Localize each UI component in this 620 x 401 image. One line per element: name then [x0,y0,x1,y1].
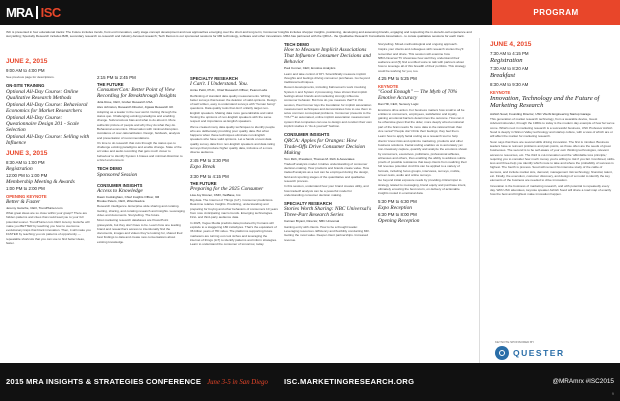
session-title: Membership Meeting & Awards [6,178,75,185]
speaker-name: Dawn Cockingham, Chief Insights Officer, 3M [97,194,160,199]
speaker-name: Brooke Peters, CEO, 2Rev/Gavica [97,199,145,204]
session-title: Access to Knowledge [97,187,143,194]
session-description: Emotions drive action. For business matters how small to all be entities to consumers, employees, satisfaction and loyalty, gaining emotional barriers determines the outcome. How can it be otherwise given that the older, more deeply wired emotional part of the brain reacts 5x more data to the rational brain than vice versa? People don't think their feelings; they feel them. [378,107,465,134]
session-title: Opening Reception [378,217,420,224]
quester-icon [495,346,509,360]
session-description: Adopting as a leader in the new world. Cutting through the status quo. Challenging existing paradigms and enabling change. Subconscious bias and what to do about it. More authentic picture of people and why they do what they do. Behavioral economics. Observation with minimal disruption. Avoidance of over-rationalization. Design, fieldwork, analysis and presentation of recommendations. [97,109,181,140]
column-june-4 [490,41,615,196]
session-description: Learn and take control of DIY. Scientifically measure implicit thoughts and feelings driving consumer purchases. Go beyond traditional techniques. [284,71,370,85]
session-title: I Can't. I Understand. You. [190,81,249,88]
speaker-name: Tom Rich, President, Thomas M. Rich & Associates [284,156,355,161]
session-title: Sponsored Session [97,171,138,178]
session-description: It's time to do research that cuts through the status quo to challenge existing paradigms and enable change. State of the art video and audio recording that gets much closer to behaviour to identify System 1 biases and minimal distortion to a brief environment. [97,140,183,163]
session-description: Go beyond initial exposure reads by providing critical input to strategy related to messaging, brand equity and purchase intent, ultimately ensuring the best return, on delivery of actionable insights rooted in emotional data. [378,178,467,196]
session-description: Most marketing research databases are PowerPoint graveyards, but they don't have to be. Learn how one leading brand and researchers access to intentionally find the documents, images and videos they're looking for, shared their best findings to data and create new conversations about existing knowledge. [97,218,183,244]
track-heading: THE FUTURE [190,180,217,186]
track-heading: OPENING KEYNOTE [6,193,47,199]
session-description: Recent developments, including Kahneman's work involving System 1 and System 2 processing, have shown that implicit feelings about brands and marketing strongly influence consumer behavior. But how do you measure that? In this session, Paul Conner lays the foundation for implicit association measurement techniques and demonstrates how to use them to solve common conceptual problems. Consumer presents to the YOU™ an automated, online implicit association measurement system that companies can use to design and conduct their own implicit studies in "do-it-yourself" fashion. [284,85,372,129]
session-time: 1:00 PM to 2:00 PM [6,185,45,191]
session-title: Optional All-Day Course: Behavioral Economics for Market Researchers [6,101,88,114]
track-heading: CONSUMER INSIGHTS [284,132,330,138]
column-5 [378,41,468,225]
session-title: Optional All-Day Course: Selling with Influence [6,133,90,146]
social-handles: @MRAmrx #ISC2015 [552,378,614,385]
column-divider [479,38,480,363]
track-heading: SPECIALTY RESEARCH [284,201,332,207]
session-time: 8:30 AM to 9:30 AM [490,81,529,87]
speaker-name: Paul Conner, CEO, Emotive Analytics [284,66,336,71]
track-heading: TECH DEMO [284,42,310,47]
session-time: 2:45 PM to 3:30 PM [190,157,229,163]
track-heading: ON-SITE TRAINING [6,83,45,89]
footer-bar [0,363,620,401]
session-time: 5:30 PM to 6:30 PM [378,198,417,204]
intro-paragraph: ISC is presented in four educational tracks: The Future includes trends, front end innovation, early stage concept development and new approaches emerging over the short and long term; Consumer Insights includes shopper insights, positioning, developing and assessing brands, engaging and respecting the in-store/in-cell experience and storytelling; Specialty Research includes B2B, secondary research co-research and industry-focused research; Tech Demos is our sponsored sessions for MR technology, software and other innovations. MRA has partnered with the QRCA - the Qualitative Research Consultants Association - to curate qualitative sessions for each track. [6,30,472,39]
track-heading: TECH DEMO [97,166,123,172]
session-description: Innovation is the business of marketing research, and with potential to repeatedly every day. With USC attendees, keynote speaker Ashish Sood will share a road map of exactly how the best and brightest make innovation happen. [490,183,612,197]
header-bar [0,0,620,25]
track-heading: KEYNOTE [378,84,399,90]
quester-name: QUESTER [513,348,565,358]
column-june-2-3 [6,58,92,245]
session-description: What great ideas are so close within your grasp? There are hidden patterns and clues that could lead you to your full potential sooner. TrendHunter.com CEO Jeremy Gutsche will make you BETTER by teaching you how to overcome evolutionary traps that block innovation. Then, it will make you FASTER by teaching you six patterns of opportunity — repeatable shortcuts that you can use to find better ideas, faster. [6,211,91,246]
track-heading: KEYNOTE [490,89,511,95]
session-time: 7:30 AM to 8:20 AM [490,66,529,72]
session-title: Optional All-Day Course: Online Qualitative Research Methods [6,88,79,101]
speaker-name: Ashish Sood, Founding Director, USC Viterbi Engineering Startup Garage [490,111,591,116]
session-time: 12:00 PM to 1:00 PM [6,172,48,178]
session-description: Inspire your clients and colleagues with research stories they'll remember and share. This session will examine how NBCUniversal TV showcase how well they understand their audience and (5) find a unified voice to talk with partners about how to leverage all of this breadth of their portfolio. This strategy could be working for you, too. [378,47,466,73]
session-time: 7:30 AM to 4:15 PM [490,51,529,56]
footer-conference [6,377,268,386]
conference-dates: June 3-5 in San Diego [207,379,268,386]
date-heading: JUNE 4, 2015 [490,41,532,48]
session-description: Big data. The Internet of Things (IoT). Consumer predictions. Real-time relative Insights. Predicting, understanding and preparing for buying and other behaviors of consumers 10 years from now. Anticipating macro trends. Emerging technologies. First- and third-party audience data. [190,198,278,220]
sponsor-label: KEYNOTE SPONSORED BY [495,340,535,344]
session-title: Registration [490,57,523,64]
session-title: QRCA: Apples for Oranges: How Trade-Offs Drive Consumer Decision Making [284,137,366,156]
session-time: 2:15 PM to 2:45 PM [97,75,136,80]
speaker-name: Dan Hill, CEO, Sensory Logic [378,102,419,107]
session-description: Research intelligence. Enterprise wide sharing and curating. Getting, sharing, and curating research and insights. Leveraging video and documents. Storytelling. The future. [97,204,185,217]
speaker-name: Carmen Bryant, Director, NBC Universal [284,219,340,224]
page-number: 9 [611,391,614,396]
session-time: 8:30 AM to 1:00 PM [6,159,45,165]
session-title: Expo Reception [378,204,412,211]
session-title: Stories Worth Sharing: NBC Universal's Three-Part Research Series [284,206,372,219]
conference-title: 2015 MRA INSIGHTS & STRATEGIES CONFERENCE [6,377,202,386]
session-description: Rethinking of standard data quality measurements. Writing better surveys that lessen the deletion of valid opinions. Design of well written, easy to understand surveys with "human being" questions. Data quality tools that don't unfairly target non-English speakers. Making data more generalizable and valid. Testing the opinions of non-English speakers with the same respect and importance as English speakers. [190,93,277,124]
logo-mra-text: MRA [6,5,33,20]
session-title: Innovation, Technology and the Future of Marketing Research [490,95,600,110]
speaker-name: Alex Johnston, Research Director, Jigsaw Research UK [97,104,174,109]
session-time: 6:30 PM to 8:00 PM [378,211,417,217]
logo-isc-text: ISC [40,5,61,20]
column-2 [97,75,185,244]
logo-divider [36,6,38,19]
session-title: Optional All-Day Course: Questionnaire Design 201 - Scale Selection [6,114,79,133]
session-description: In 2025, Vogue Media predicts data produced by humans will explode to a staggering 180 zettabytes. That's the equivalent of 36 billion years of HD video. The platforms supporting future marketers are turning out cool niches and leveraging the internet of things (IoT) to identify patterns and inform strategies. Learn to understand the consumer of tomorrow, today. [190,220,278,247]
session-title: "Good Enough" — The Myth of 70% Emotive Accuracy [378,89,458,102]
session-description: Soon says that there are several skills driving innovation. The first is mindset. Business leaders have to reinvent problems and pain points, as those often are the seeds of great businesses. The second is to be self-aware of your own thinking technologies, relevant access to resources, etc. The third is cut-innovation and the 'affordable loss principle,' requiring you to consider how much money you're willing to risk if you fail. Combined, skills-less and three-help you identify which route to take and where the probability of success is highest. The fourth is process. Sood will recount his intensive study of the cattle of success, and include market size, demand, management risk technology, financial, talent, etc. Finally, the execution, customer discovery, and design of a model to identify the key elements of the business are needed to drive innovation. [490,139,615,183]
session-title: Better & Faster [6,198,41,205]
speaker-name: Lisa Joy Rosner, CMO, NetBase, Inc. [190,192,242,197]
session-time: 9:00 AM to 4:00 PM [6,68,45,73]
date-heading: JUNE 3, 2015 [6,149,48,157]
speaker-name: Annie Pettit, Ph.D., Chief Research Officer, Peanut Labs [190,88,268,93]
session-description: We've created many data quality techniques to identify people who are deliberately providing poor quality data. But what happens when these techniques eliminate non-English speakers who have valid opinions. Let a hands on-test data quality survey data from non-English speakers and data rating surveys that produce higher quality data, inclusive of a more diverse audience. [190,124,275,155]
mra-isc-logo [6,4,61,21]
speaker-name: Jeremy Gutsche, CEO, TrendHunter.com [6,205,63,210]
track-heading: CONSUMER INSIGHTS [97,182,143,188]
program-tab: PROGRAM [492,0,620,25]
session-description: Storytelling. Mixed-methodological and ongoing approach. [378,42,458,46]
column-4 [284,41,372,242]
session-description: In this session, understand how your brand creates utility, and how tradeoff analysis can be a powerful model for understanding consumer decision making. [284,184,369,197]
session-description: This generation of market research technology, from a wearable device, Guest Advisor/cofounder, through the 1960s to today is the modern day example of how far we've come. What's next in marketing research is a successful business, USC Professor Ashish Sood is deeply in Silicon Valley technology and startup culture, with a view of which are or will affect the market for marketing research. [490,117,615,139]
session-title: Preparing for the 2025 Consumer [190,185,264,192]
session-time: 4:25 PM to 5:25 PM [378,76,417,82]
session-description: Learn how to apply facial coding as a research tool to help clients' know risks and optimize marketing, products and other business solutions. Facial coding enables us to accurately yet non-invasively capture, quantify and analyze the emotions shown by consumers, executives, politicians, professional athletes, witnesses and others, thus enabling the ability to address subtle proofs of possible resistance that keep clients from realizing their full revenue potential. And this can be applied to a variety of formats, including focus groups, interviews, surveys, mobile, screen tests, audio and online surveys. [378,134,468,178]
session-title: How to Measure Implicit Associations That Influence Consumer Decisions and Behavior [284,47,371,66]
date-heading: JUNE 2, 2015 [6,58,48,65]
session-time: 3:30 PM to 4:15 PM [190,173,229,179]
track-heading: THE FUTURE [97,82,124,87]
session-title: Expo Break [190,163,216,170]
session-description: Tradeoff analysis model. Intuitive understanding of consumer decision-making. How products and brands create value. How tradeoff analysis as a tool can be employed during the design, field and reporting stages of the quantitative and qualitative research process. [284,161,369,184]
session-title: Breakfast [490,72,516,80]
keynote-sponsor [495,340,613,360]
session-title: Registration [6,165,33,172]
session-title: ConsumerCon: Better Point of View Recording for Breakthrough Insights [97,87,177,100]
session-description: Gaining entry with clients. How to be a thought leader. Leveraging resources. Efficiency and flexibility conducting MR. Getting the most value. Deeper client partnerships. Increased revenue. [284,224,370,242]
quester-logo [495,346,613,360]
note-text: See previous page for descriptions. [6,75,55,79]
speaker-name: Julia Rose, CEO, Gruber Research USA [97,100,153,105]
track-heading: SPECIALTY RESEARCH [190,76,238,81]
conference-url[interactable]: ISC.MARKETINGRESEARCH.ORG [284,377,415,386]
column-3 [190,75,278,246]
